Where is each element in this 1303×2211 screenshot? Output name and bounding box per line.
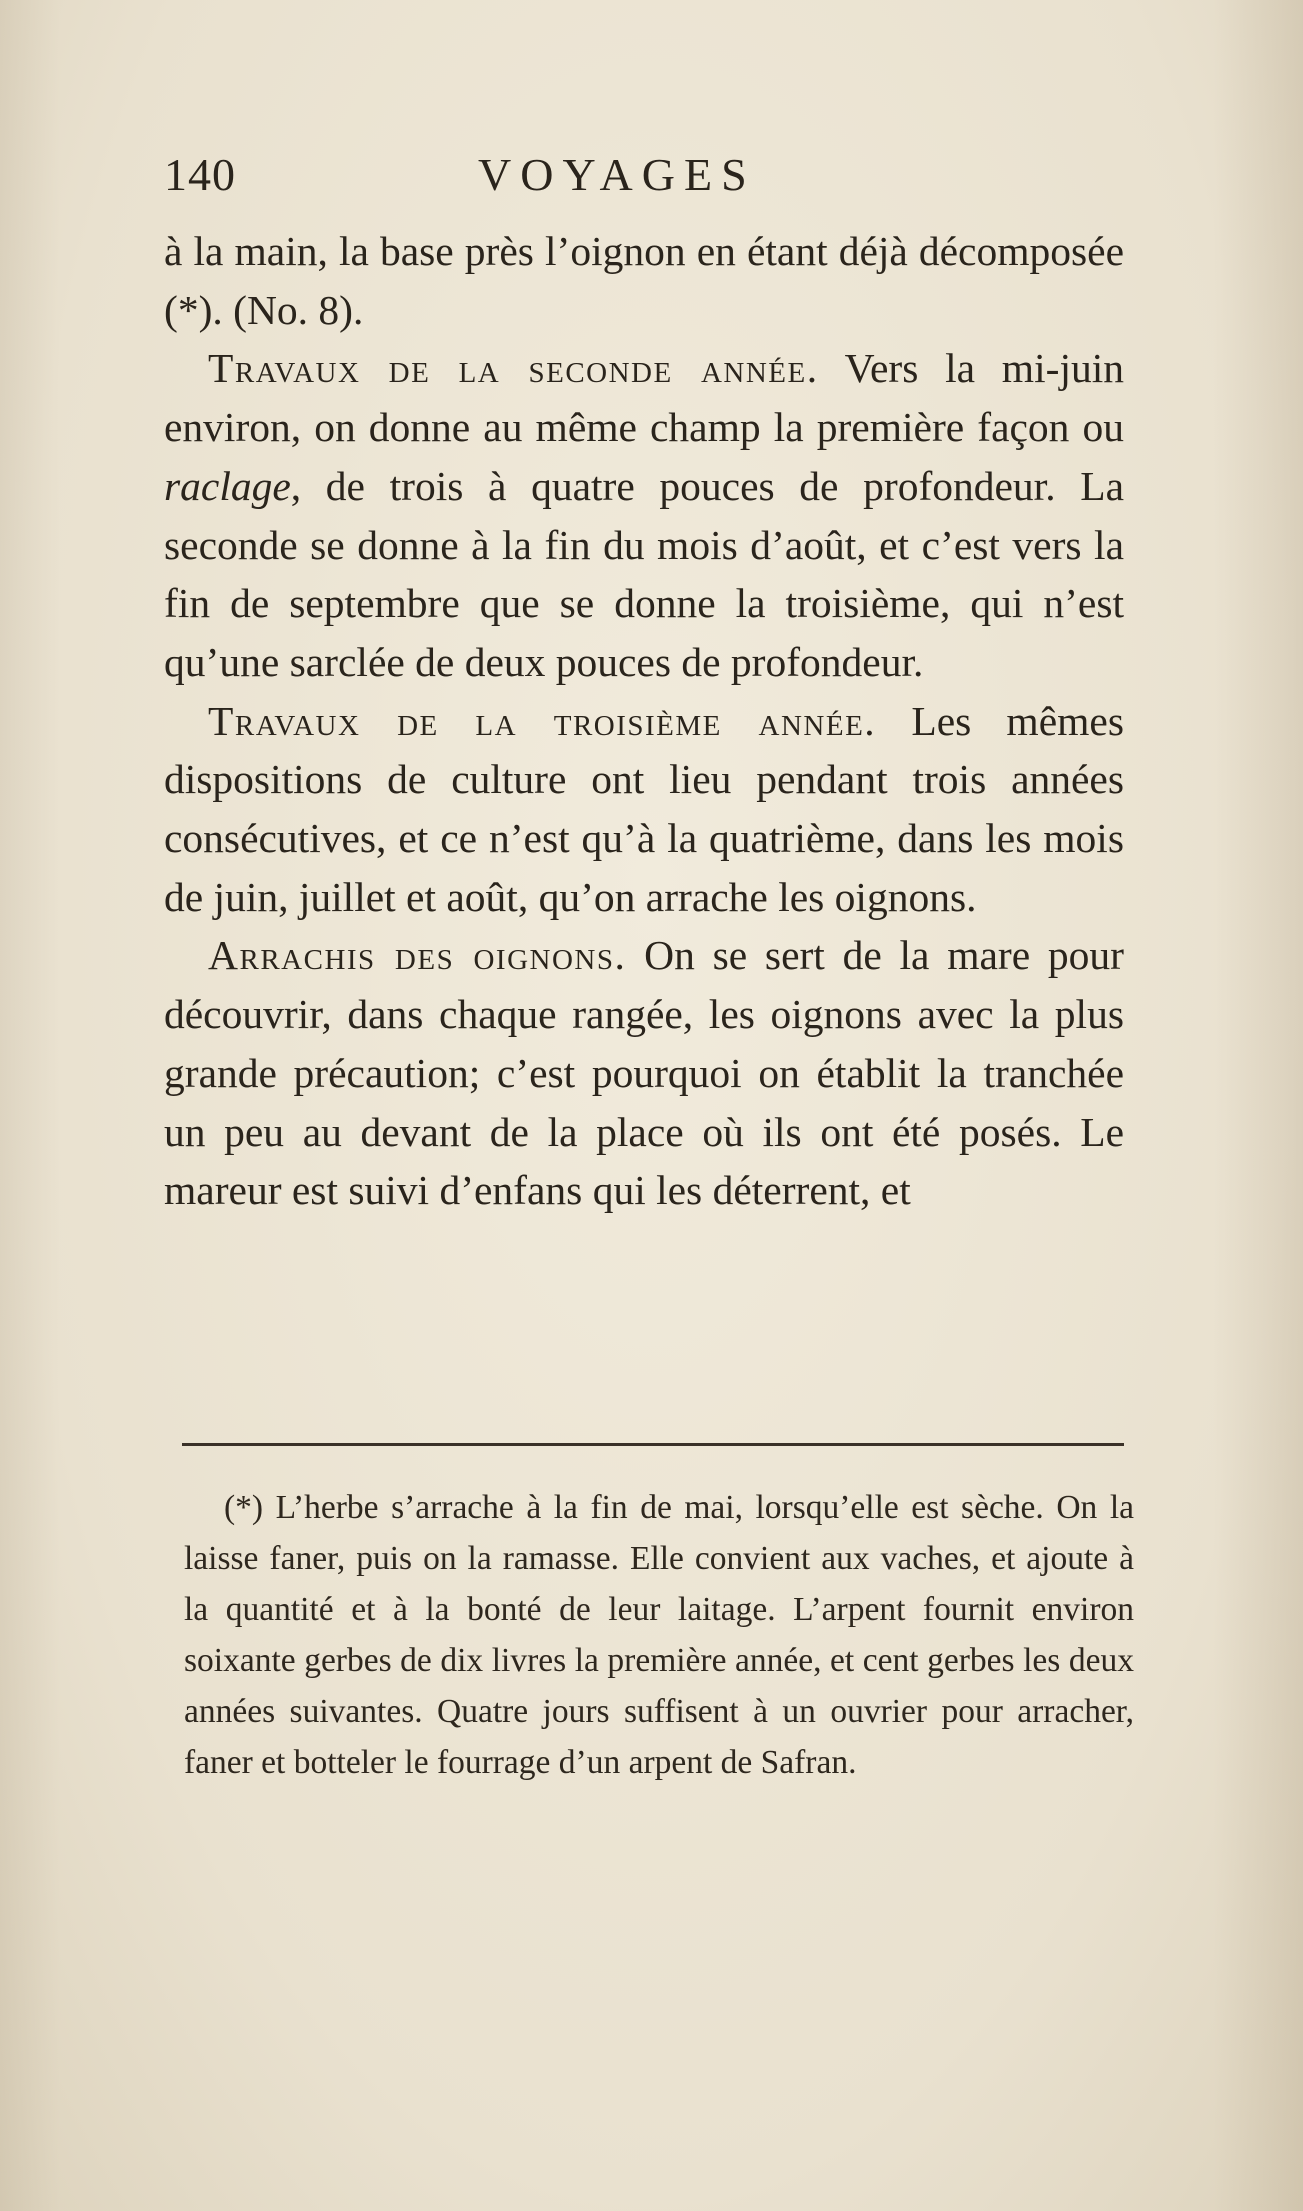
section-heading: Travaux de la seconde année.: [208, 345, 819, 392]
footnote: [184, 1482, 1134, 1788]
paragraph-text-after: , de trois à quatre pouces de profondeur. La seconde se donne à la fin du mois d’août, et c’est vers la fin de septembre que se donne la troisième, qui n’est qu’une sarclée de deux pouces de profondeur.: [164, 462, 1124, 685]
running-title: VOYAGES: [478, 149, 756, 200]
paragraph-text: Les mêmes dispositions de culture ont lieu pendant trois années consécutives, et ce n’est qu’à la quatrième, dans les mois de juin, juillet et août, qu’on arrache les oignons.: [164, 697, 1124, 920]
paragraph-text: à la main, la base près l’oignon en étant déjà décomposée (*). (No. 8).: [164, 228, 1124, 333]
section-heading: Travaux de la troisième année.: [208, 697, 877, 744]
paragraph-text: Vers la mi-juin environ, on donne au même champ la première façon ou: [164, 345, 1125, 451]
paragraph-continuation: [164, 222, 1124, 339]
section-heading: Arrachis des oignons.: [208, 932, 627, 979]
paragraph-arrachis: [164, 926, 1124, 1220]
paragraph-third-year: [164, 692, 1124, 927]
paragraph-text: On se sert de la mare pour découvrir, dans chaque rangée, les oignons avec la plus grande précaution; c’est pourquoi on établit la tranchée un peu au devant de la place où ils ont été posés. Le mareur est suivi d’enfans qui les déterrent, et: [164, 932, 1124, 1214]
italic-term: raclage: [164, 462, 291, 509]
running-head: [164, 148, 1144, 208]
footnote-rule: [182, 1443, 1124, 1446]
page-number: 140: [164, 149, 236, 200]
paragraph-second-year: [164, 339, 1124, 691]
body-text: [164, 222, 1124, 1220]
footnote-text: (*) L’herbe s’arrache à la fin de mai, lorsqu’elle est sèche. On la laisse faner, puis on la ramasse. Elle convient aux vaches, et ajoute à la quantité et à la bonté de leur laitage. L’arpent fournit environ soixante gerbes de dix livres la première année, et cent gerbes les deux années suivantes. Quatre jours suffisent à un ouvrier pour arracher, faner et botteler le fourrage d’un arpent de Safran.: [184, 1489, 1134, 1781]
